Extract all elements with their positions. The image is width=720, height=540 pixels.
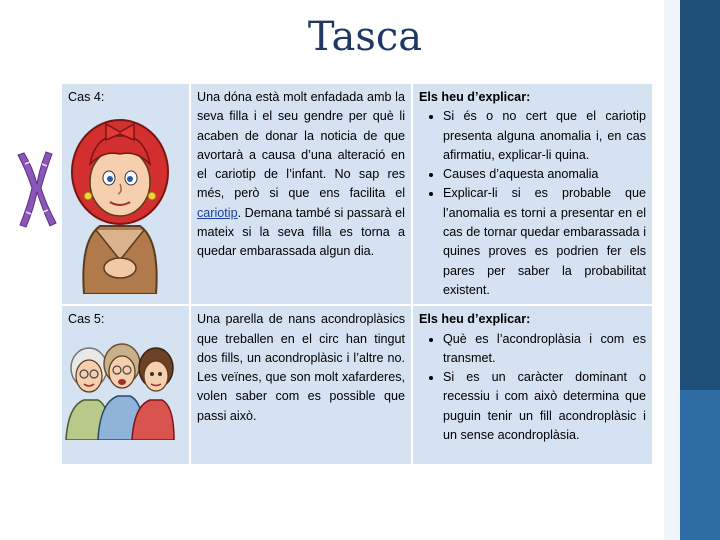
list-item: • Si és o no cert que el cariotip presenta alguna anomalia i, en cas afirmatiu, explicar-li quina. [443, 107, 646, 165]
list-item: • Explicar-li si es probable que l’anomalia es torni a presentar en el cas de tornar quedar embarassada i quines proves es podrien fer els pares per saber la probabilitat existent. [443, 184, 646, 300]
explain-title: Els heu d’explicar: [419, 90, 531, 104]
explain-list [419, 107, 646, 300]
side-decoration-light [664, 0, 680, 540]
list-item: • Causes d’aquesta anomalia [443, 165, 646, 184]
side-decoration-mid [680, 390, 720, 540]
woman-illustration [66, 110, 174, 294]
cariotip-link[interactable]: cariotip [197, 205, 238, 220]
case-4-explain [412, 83, 653, 305]
explain-title: Els heu d’explicar: [419, 312, 531, 327]
chromosome-illustration [8, 150, 58, 230]
case-label: Cas 4: [68, 90, 105, 104]
list-item: • Què es l’acondroplàsia i com es transmet. [443, 330, 646, 369]
page-title: Tasca [307, 14, 423, 60]
explain-list [419, 330, 646, 446]
neighbors-illustration [64, 336, 176, 440]
case-5-cell [61, 305, 190, 465]
task-table [60, 82, 654, 466]
case-5-description: Una parella de nans acondroplàsics que treballen en el circ han tingut dos fills, un acondroplàsic i l’altre no. Les veïnes, que son molt xafarderes, volen saber com es possible que passi això. [190, 305, 412, 465]
case-5-explain [412, 305, 653, 465]
case-label: Cas 5: [68, 312, 105, 327]
table-row [61, 83, 653, 305]
list-item: • Si es un caràcter dominant o recessiu i com això determina que puguin tenir un fill acondroplàsic i un sense acondroplàsia. [443, 368, 646, 445]
case-4-description [190, 83, 412, 305]
case-4-text-a: Una dóna està molt enfadada amb la seva filla i el seu gendre per què li acaben de donar la noticia de que avortarà a causa d’una alteració en el cariotip de l’infant. No sap res més, però si que ens facilita el [197, 90, 405, 201]
table-row [61, 305, 653, 465]
case-4-text-b: . Demana també si passarà el mateix si la seva filla es torna a quedar embarassada algun dia. [197, 205, 405, 259]
case-4-cell [61, 83, 190, 305]
